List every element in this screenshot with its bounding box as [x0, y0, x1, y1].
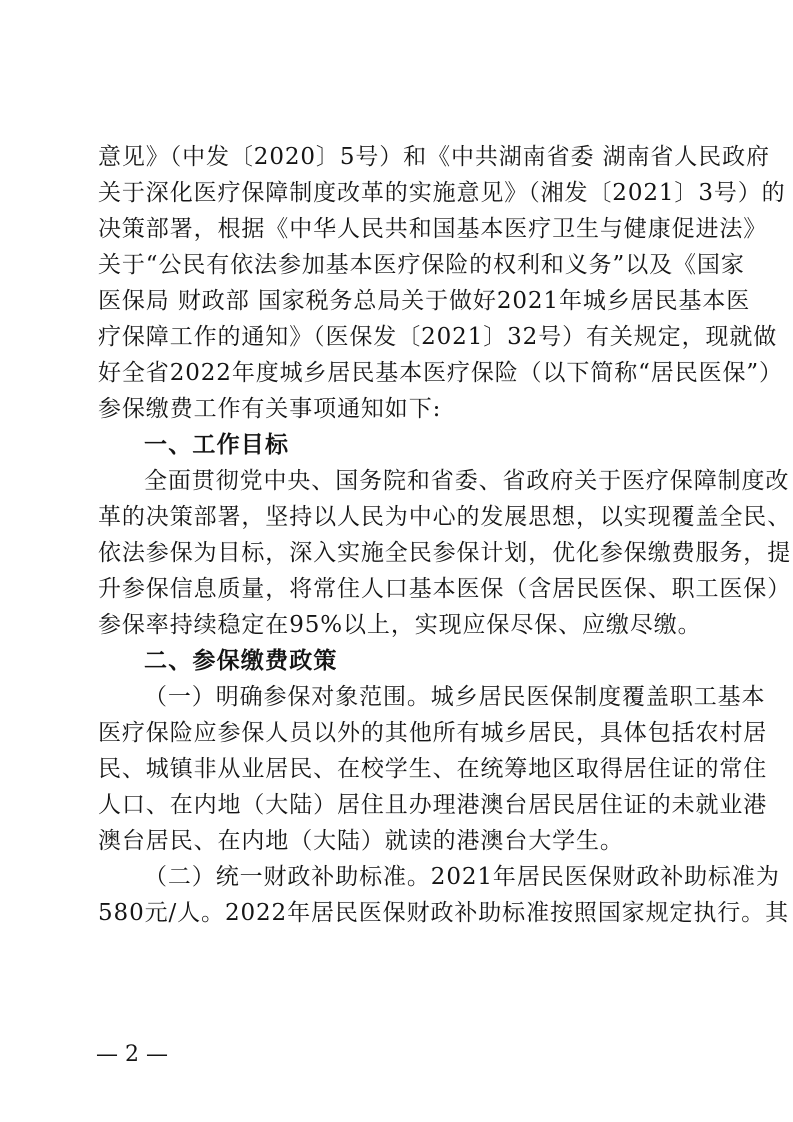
body-line: 决策部署，根据《中华人民共和国基本医疗卫生与健康促进法》: [98, 216, 768, 242]
body-line: 关于深化医疗保障制度改革的实施意见》（湘发〔2021〕3号）的: [98, 180, 786, 206]
body-line: （一）明确参保对象范围。城乡居民医保制度覆盖职工基本: [144, 684, 766, 710]
body-line: 人口、在内地（大陆）居住且办理港澳台居民居住证的未就业港: [98, 792, 768, 818]
body-line: （二）统一财政补助标准。2021年居民医保财政补助标准为: [144, 864, 780, 890]
section-heading-policy: 二、参保缴费政策: [144, 648, 338, 674]
body-line: 医疗保险应参保人员以外的其他所有城乡居民，具体包括农村居: [98, 720, 768, 746]
body-line: 全面贯彻党中央、国务院和省委、省政府关于医疗保障制度改: [144, 468, 790, 494]
section-heading-work-goals: 一、工作目标: [144, 432, 290, 458]
body-line: 疗保障工作的通知》（医保发〔2021〕32号）有关规定，现就做: [98, 324, 778, 350]
body-line: 医保局 财政部 国家税务总局关于做好2021年城乡居民基本医: [98, 288, 751, 314]
body-line: 参保率持续稳定在95%以上，实现应保尽保、应缴尽缴。: [98, 612, 702, 638]
body-line: 好全省2022年度城乡居民基本医疗保险（以下简称“居民医保”）: [98, 360, 783, 386]
body-line: 革的决策部署，坚持以人民为中心的发展思想，以实现覆盖全民、: [98, 504, 792, 530]
body-line: 参保缴费工作有关事项通知如下:: [98, 396, 442, 422]
page-number: — 2 —: [96, 1042, 168, 1067]
body-line: 民、城镇非从业居民、在校学生、在统筹地区取得居住证的常住: [98, 756, 768, 782]
body-line: 580元/人。2022年居民医保财政补助标准按照国家规定执行。其: [98, 900, 789, 926]
body-line: 升参保信息质量，将常住人口基本医保（含居民医保、职工医保）: [98, 576, 792, 602]
body-line: 关于“公民有依法参加基本医疗保险的权利和义务”以及《国家: [98, 252, 745, 278]
body-line: 意见》（中发〔2020〕5号）和《中共湖南省委 湖南省人民政府: [98, 144, 770, 170]
body-line: 依法参保为目标，深入实施全民参保计划，优化参保缴费服务，提: [98, 540, 792, 566]
body-line: 澳台居民、在内地（大陆）就读的港澳台大学生。: [98, 828, 624, 854]
